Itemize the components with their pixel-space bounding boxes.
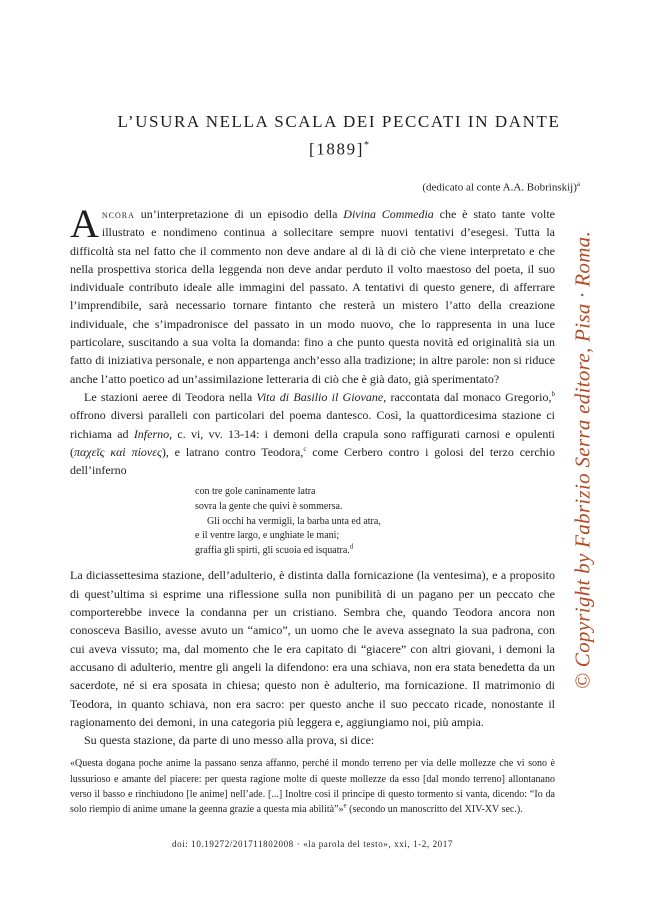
copyright-watermark — [565, 230, 600, 690]
verse-line: graffia gli spirti, gli scuoia ed isquatra.$^d$ — [195, 542, 354, 556]
verse-line: e il ventre largo, e unghiate le mani; — [195, 530, 340, 542]
title-note-mark: * — [363, 140, 369, 151]
verse-line: con tre gole caninamente latra — [195, 486, 316, 498]
work-title: Divina Commedia — [343, 207, 434, 221]
note-mark: d — [349, 542, 354, 551]
work-title: Vita di Basilio il Giovane — [256, 389, 384, 404]
title-line-1: L’USURA NELLA SCALA DEI PECCATI IN DANTE — [117, 112, 561, 131]
drop-cap: A — [70, 201, 99, 246]
verse-line: sovra la gente che quivi è sommersa. — [195, 501, 343, 513]
dedication-note-mark: a — [576, 180, 580, 188]
page-title — [70, 110, 608, 162]
paragraph-1: Ancora un’interpretazione di un episodio della Divina Commedia che è stato tante volte illustrato e nondimeno continua a sollecitare sempre nuovi tentativi d’esegesi. Tutta la difficoltà sta nel fatto che il commento non deve andare al di là di ciò che viene interpretato e che nella prospettiva storica della leggenda non deve andar perduto il volto maestoso del poeta, il suo individuale contributo ideale alle immagini del passato. A tentativi di questo genere, di afferrare l’imprendibile, sarà necessario tornare fintanto che resterà un mistero l’atto della creazione individuale, che s’impadronisce del passato in un modo nuovo, che lo rappresenta in una luce particolare, suscitando a sua volta la domanda: fino a che punto questa novità ed originalità sia un fatto di iniziativa personale, e non appartenga anch’esso alla tradizione; in altre parole: non si riduce anche l’atto poetico ad un’assimilazione letteraria di ciò che è già dato, già sperimentato? — [70, 201, 555, 386]
copyright-text: © Copyright by Fabrizio Serra editore, Pisa · Roma. — [570, 230, 594, 690]
note-mark: c — [303, 444, 307, 453]
verse-quotation — [195, 485, 555, 558]
verse-line: Gli occhi ha vermigli, la barba unta ed atra, — [207, 515, 381, 527]
title-line-2: [1889]* — [309, 139, 369, 159]
work-title: Inferno — [133, 426, 170, 441]
paragraph-2: Le stazioni aeree di Teodora nella Vita di Basilio il Giovane, raccontata dal monaco Gregorio,$^b$ offrono diversi paralleli con particolari del poema dantesco. Così, la quattordicesima stazione ci richiama ad Inferno, c. vi, vv. 13-14: i demoni della crapula sono raffigurati carnosi e opulenti (παχεῖς καὶ πίονες), e latrano contro Teodora,$^c$ come Cerbero contro i golosi del terzo cerchio dell’inferno — [70, 389, 556, 478]
article-body — [70, 201, 556, 818]
paragraph-3: La diciassettesima stazione, dell’adulterio, è distinta dalla fornicazione (la ventesima), e a proposito di quest’ultima si esprime una riflessione sulla non punibilità di un pagano per un peccato che comporterebbe invece la condanna per un cristiano. Sembra che, quando Teodora ancora non conosceva Basilio, avesse avuto un “amico”, un uomo che le aveva assegnato la sua padrona, con cui aveva vissuto; ma, dal momento che le era capitato di “giacere” con altri giovani, i demoni la accusano di adulterio, mentre gli angeli la difendono: era una schiava, non era stata benedetta da un sacerdote, né si era sposata in chiesa; questo non è adulterio, ma fornicazione. Il matrimonio di Teodora, in quanto schiava, non era sacro: per questo anche il suo peccato ricade, nonostante il ragionamento dei demoni, in una categoria più leggera e, aggiungiamo noi, più ampia. — [70, 568, 555, 729]
dedication: (dedicato al conte A.A. Bobrinskij)$^a$ — [422, 180, 580, 194]
greek-phrase: παχεῖς καὶ πίονες — [74, 444, 162, 459]
note-mark: e — [343, 801, 347, 810]
note-mark: b — [551, 389, 555, 398]
paragraph-4: Su questa stazione, da parte di uno messo alla prova, si dice: — [84, 733, 375, 748]
doi-footer: doi: 10.19272/201711802008 · «la parola del testo», xxi, 1-2, 2017 — [172, 839, 453, 849]
block-quotation: «Questa dogana poche anime la passano senza affanno, perché il mondo terreno per via delle mollezze che vi sono è lussurioso e amante del piacere: per questa ragione molte di queste mollezze da esso [dal mondo terreno] allontanano verso il basso e rinchiudono [le anime] nell’ade. [...] Inoltre così il principe di questo tormento si vanta, dicendo: “Io da solo riempio di anime umane la geenna grazie a questa mia abilità”»$^e$ (secondo un manoscritto del XIV-XV sec.). — [70, 758, 555, 816]
